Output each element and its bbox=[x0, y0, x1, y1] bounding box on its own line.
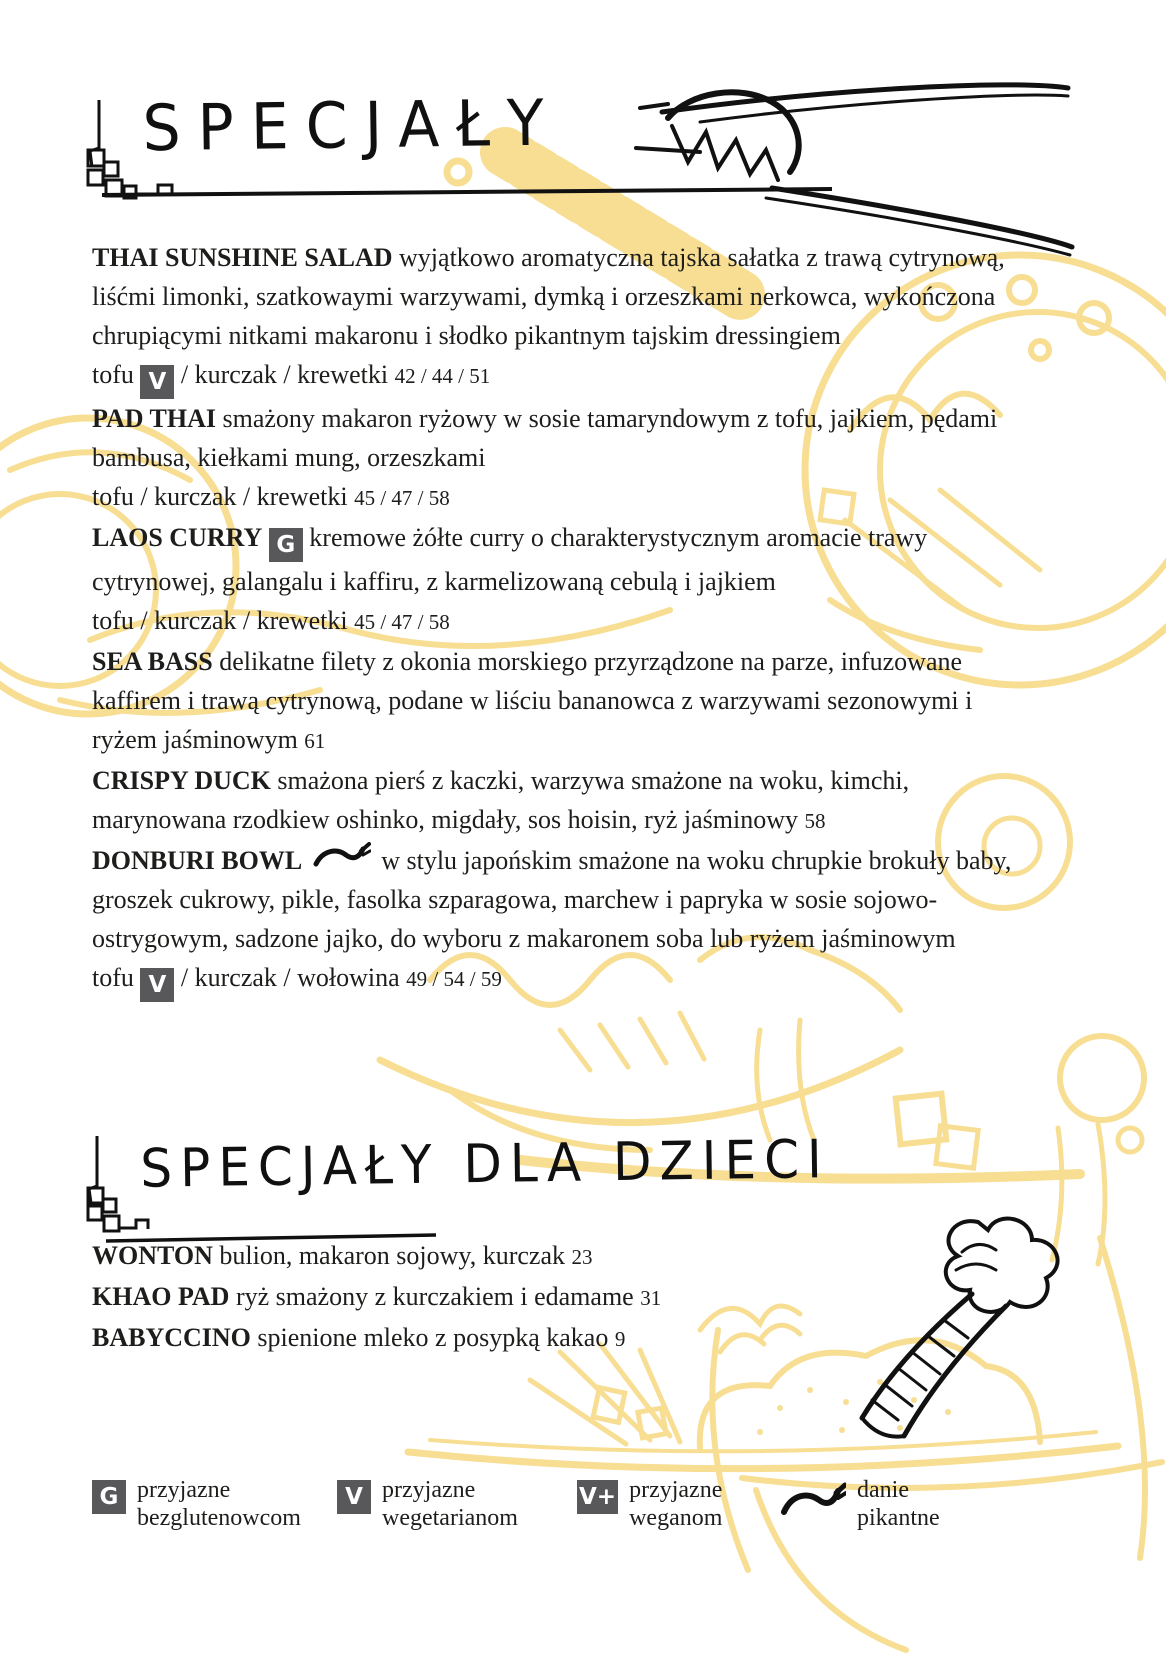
legend-label: przyjazne weganom bbox=[629, 1477, 723, 1531]
dish-name: PAD THAI bbox=[92, 404, 216, 433]
menu-item-khao-pad bbox=[92, 1277, 892, 1318]
chili-icon bbox=[780, 1482, 846, 1522]
menu-item-laos-curry bbox=[92, 518, 1022, 601]
dish-price: 31 bbox=[640, 1286, 662, 1310]
dish-variants-line bbox=[92, 477, 1022, 518]
dish-name: THAI SUNSHINE SALAD bbox=[92, 243, 393, 272]
dish-price: 9 bbox=[614, 1327, 626, 1351]
dish-prices: 45 / 47 / 58 bbox=[354, 486, 450, 510]
dish-name: DONBURI BOWL bbox=[92, 846, 303, 875]
dish-name: LAOS CURRY bbox=[92, 523, 263, 552]
dish-price: 61 bbox=[304, 729, 326, 753]
specials-list bbox=[92, 238, 1022, 1002]
dish-description: ryż smażony z kurczakiem i edamame bbox=[235, 1282, 634, 1311]
dish-variants-line bbox=[92, 601, 1022, 642]
vegetarian-badge: V bbox=[337, 1480, 371, 1514]
vegan-badge: V+ bbox=[577, 1480, 618, 1514]
vegetarian-badge: V bbox=[140, 365, 174, 399]
dish-price: 23 bbox=[571, 1245, 593, 1269]
dish-description: kremowe żółte curry o charakterystycznym aromacie trawy cytrynowej, galangalu i kaffiru, z karmelizowaną cebulą i jajkiem bbox=[92, 523, 928, 596]
dish-prices: 42 / 44 / 51 bbox=[394, 364, 491, 388]
variant-option: tofu bbox=[92, 963, 134, 992]
section-title-specials: SPECJAŁY bbox=[142, 86, 562, 167]
legend-vegetarian bbox=[337, 1476, 518, 1532]
dish-name: KHAO PAD bbox=[92, 1282, 230, 1311]
variant-options: tofu / kurczak / krewetki bbox=[92, 482, 348, 511]
vegetarian-badge: V bbox=[140, 968, 174, 1002]
dish-price: 58 bbox=[804, 809, 826, 833]
menu-item-pad-thai bbox=[92, 399, 1022, 477]
legend-gluten-free bbox=[92, 1476, 301, 1532]
variant-option: tofu bbox=[92, 360, 134, 389]
legend-label: przyjazne wegetarianom bbox=[382, 1477, 518, 1531]
section-title-kids-specials: SPECJAŁY DLA DZIECI bbox=[140, 1128, 831, 1200]
dish-prices: 49 / 54 / 59 bbox=[406, 967, 502, 991]
menu-item-babyccino bbox=[92, 1318, 892, 1359]
variant-options: / kurczak / wołowina bbox=[180, 963, 400, 992]
variant-options: / kurczak / krewetki bbox=[180, 360, 389, 389]
dish-prices: 45 / 47 / 58 bbox=[354, 610, 450, 634]
menu-item-wonton bbox=[92, 1236, 892, 1277]
menu-item-sea-bass bbox=[92, 642, 1022, 761]
dish-description: spienione mleko z posypką kakao bbox=[257, 1323, 609, 1352]
dish-name: WONTON bbox=[92, 1241, 213, 1270]
dish-description: bulion, makaron sojowy, kurczak bbox=[219, 1241, 565, 1270]
legend-spicy bbox=[780, 1476, 940, 1532]
dish-name: SEA BASS bbox=[92, 647, 213, 676]
kids-specials-list bbox=[92, 1236, 892, 1359]
menu-item-thai-sunshine-salad bbox=[92, 238, 1022, 355]
dish-description: w stylu japońskim smażone na woku chrupkie brokuły baby, groszek cukrowy, pikle, fasolka szparagowa, marchew i papryka w sosie sojowo-ostrygowym, sadzone jajko, do wyboru z makaronem soba lub ryżem jaśminowym bbox=[92, 846, 1012, 953]
dish-description: smażona pierś z kaczki, warzywa smażone na woku, kimchi, marynowana rzodkiew oshinko, migdały, sos hoisin, ryż jaśminowy bbox=[92, 766, 910, 834]
gluten-free-badge: G bbox=[269, 528, 303, 562]
gluten-free-badge: G bbox=[92, 1480, 126, 1514]
dish-description: smażony makaron ryżowy w sosie tamaryndowym z tofu, jajkiem, pędami bambusa, kiełkami mung, orzeszkami bbox=[92, 404, 998, 472]
legend-vegan bbox=[577, 1476, 722, 1532]
legend-label: danie pikantne bbox=[857, 1477, 940, 1531]
tongs-with-dumpling-illustration bbox=[636, 85, 1072, 255]
dish-description: wyjątkowo aromatyczna tajska sałatka z trawą cytrynową, liśćmi limonki, szatkowaymi warzywami, dymką i orzeszkami nerkowca, wykończona chrupiącymi nitkami makaronu i słodko pikantnym tajskim dressingiem bbox=[92, 243, 1005, 350]
chili-icon bbox=[313, 842, 371, 872]
dish-name: CRISPY DUCK bbox=[92, 766, 271, 795]
dish-name: BABYCCINO bbox=[92, 1323, 251, 1352]
menu-item-donburi-bowl bbox=[92, 841, 1022, 958]
variant-options: tofu / kurczak / krewetki bbox=[92, 606, 348, 635]
dish-variants-line bbox=[92, 355, 1022, 399]
menu-item-crispy-duck bbox=[92, 761, 1022, 841]
legend-label: przyjazne bezglutenowcom bbox=[137, 1477, 301, 1531]
dish-variants-line bbox=[92, 958, 1022, 1002]
dish-description: delikatne filety z okonia morskiego przyrządzone na parze, infuzowane kaffirem i trawą cytrynową, podane w liściu bananowca z warzywami sezonowymi i ryżem jaśminowym bbox=[92, 647, 973, 754]
